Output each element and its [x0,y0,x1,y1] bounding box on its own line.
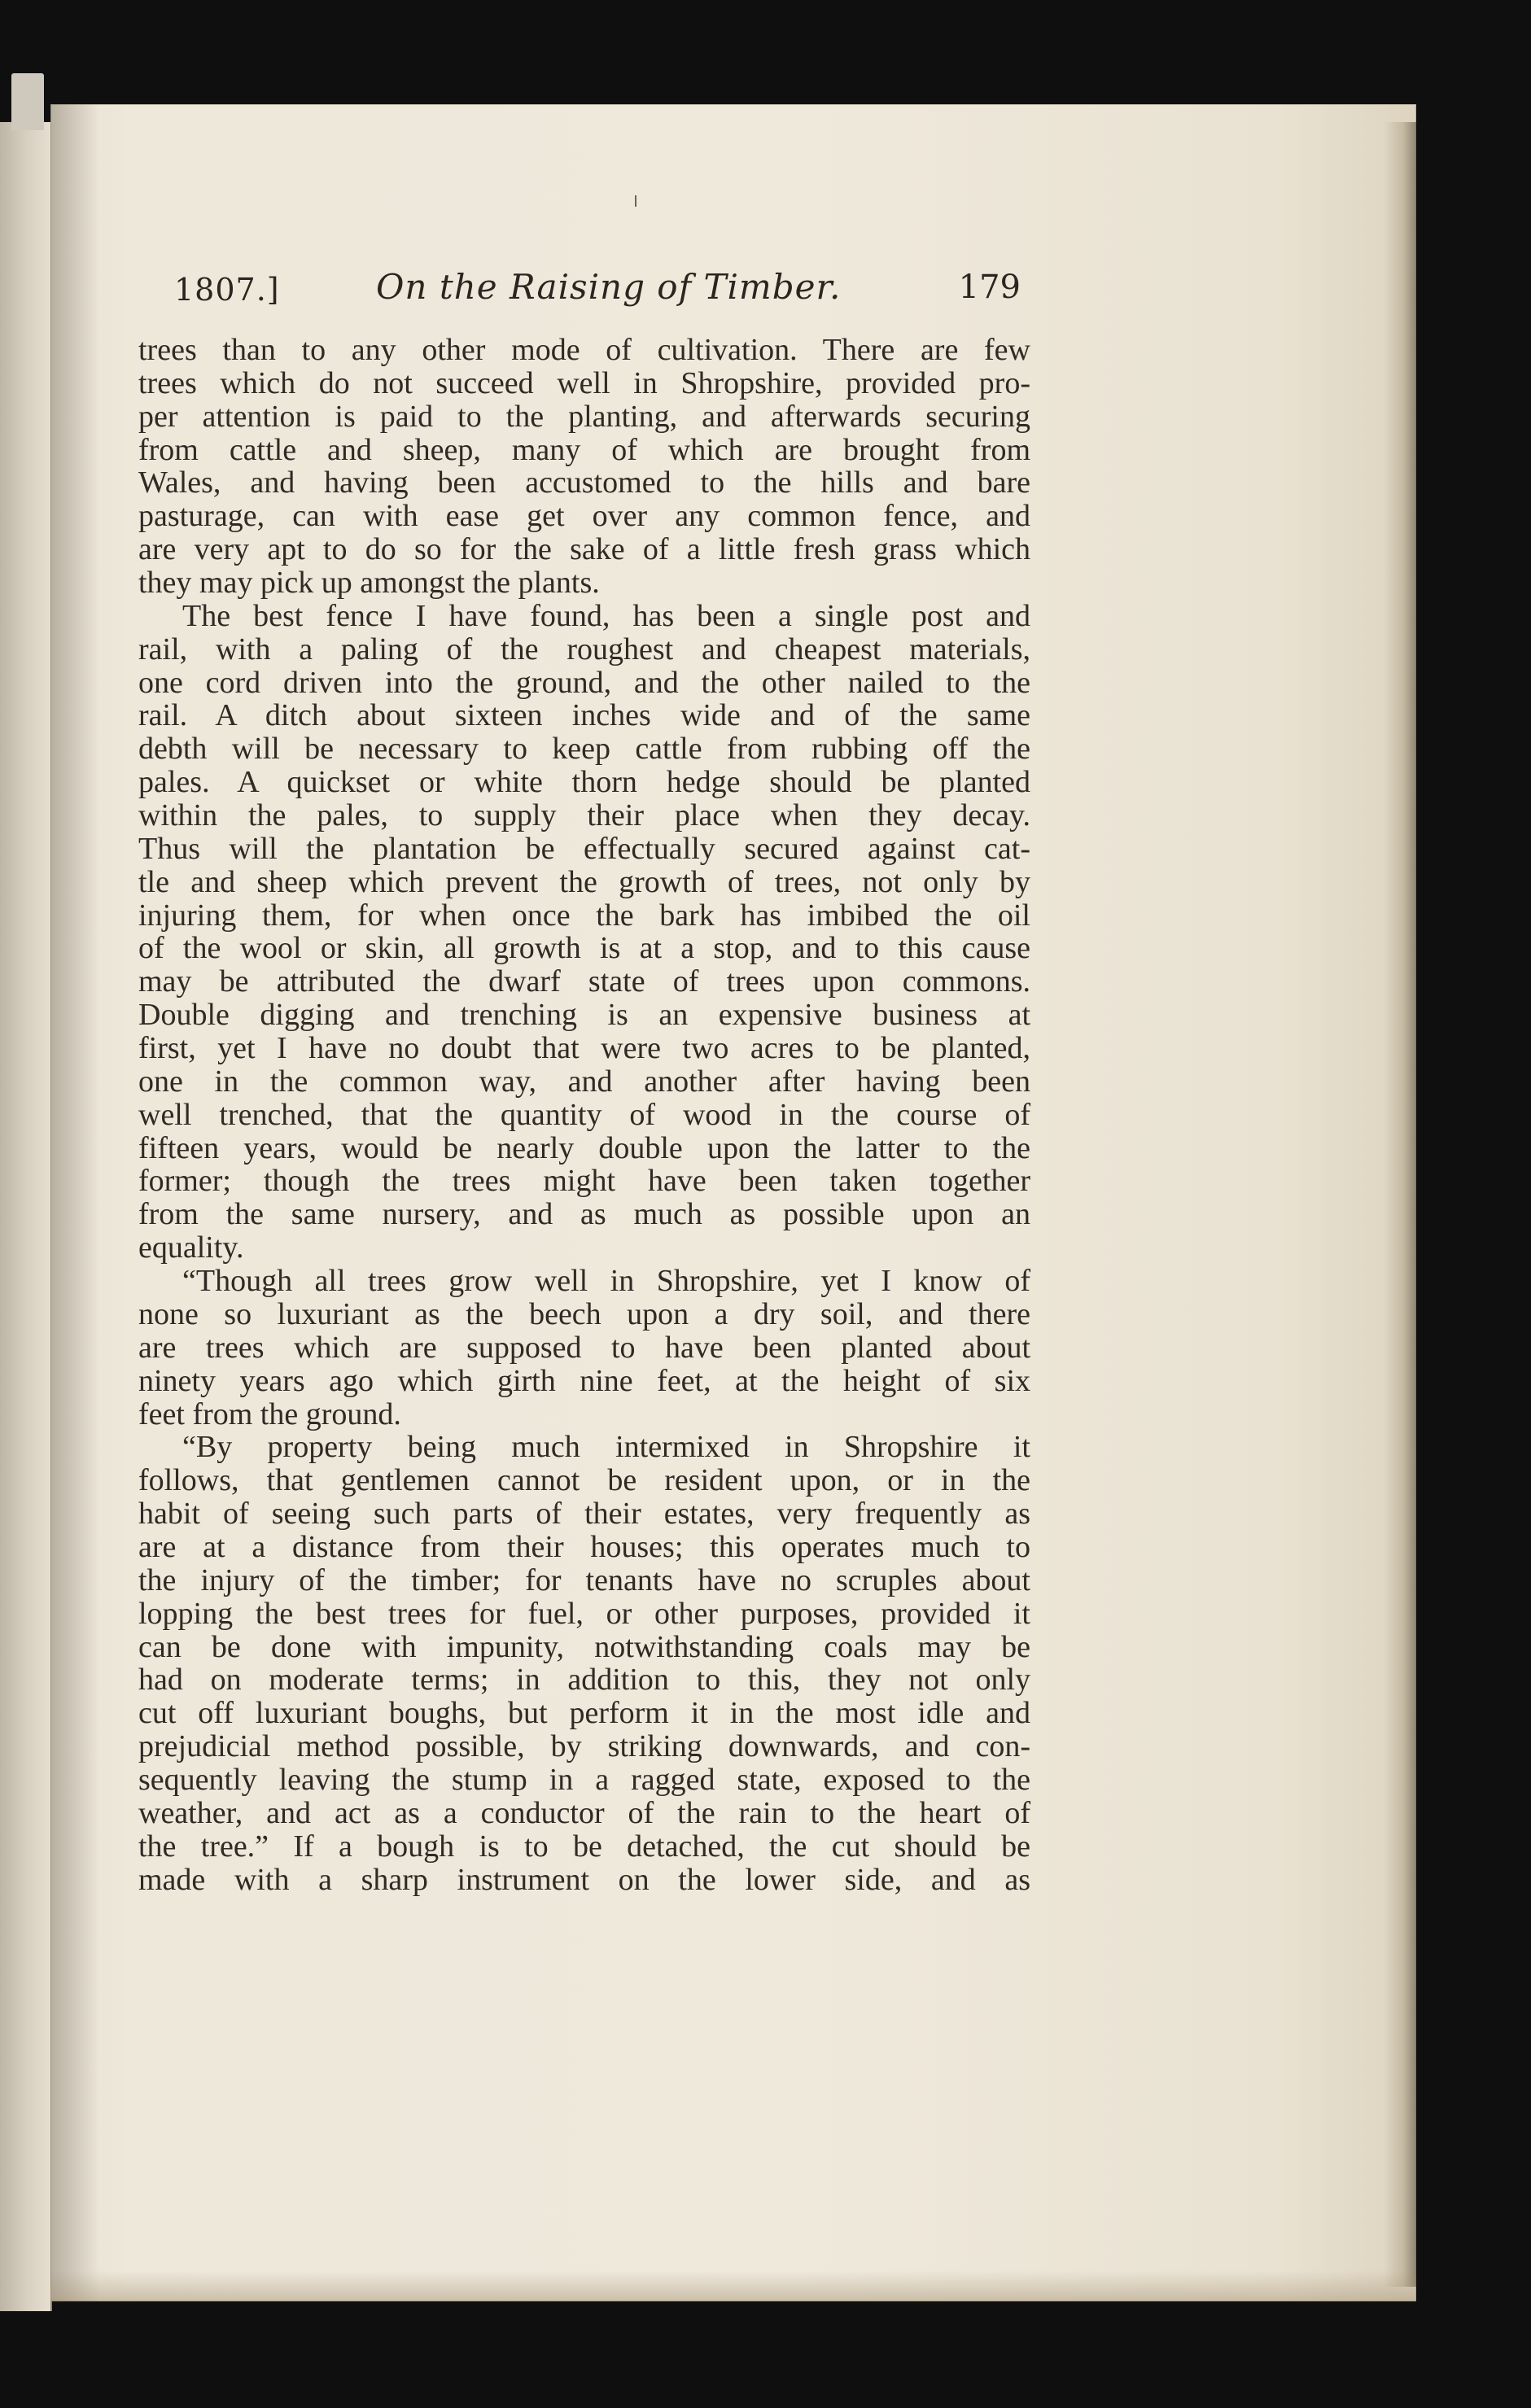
text-line: debth will be necessary to keep cattle from rubbing off the [138,732,1030,767]
text-line: pales. A quickset or white thorn hedge should be planted [138,765,1030,800]
page-number: 179 [958,269,1021,306]
text-line: are at a distance from their houses; this operates much to [138,1529,1030,1564]
text-line: cut off luxuriant boughs, but perform it in the most idle and [138,1696,1030,1731]
text-line: injuring them, for when once the bark has imbibed the oil [138,898,1030,933]
text-line: they may pick up amongst the plants. [138,566,600,601]
text-line: of the wool or skin, all growth is at a stop, and to this cause [138,931,1030,966]
body-text [138,334,1030,2287]
text-line: Thus will the plantation be effectually secured against cat- [138,831,1030,866]
text-line: per attention is paid to the planting, and afterwards securing [138,399,1030,434]
text-line: trees than to any other mode of cultivation. There are few [138,333,1030,367]
text-line: first, yet I have no doubt that were two acres to be planted, [138,1031,1030,1066]
facing-page-edge [0,122,52,2311]
header-year: 1807.] [174,272,280,308]
text-line: are trees which are supposed to have been planted about [138,1330,1030,1365]
text-line: former; though the trees might have been taken together [138,1164,1030,1199]
text-line: from the same nursery, and as much as possible upon an [138,1197,1030,1232]
text-line: none so luxuriant as the beech upon a dry soil, and there [138,1296,1030,1331]
text-line: well trenched, that the quantity of wood in the course of [138,1097,1030,1132]
text-line: may be attributed the dwarf state of trees upon commons. [138,964,1030,999]
text-line: fifteen years, would be nearly double upon the latter to the [138,1130,1030,1165]
text-line: ninety years ago which girth nine feet, at the height of six [138,1363,1030,1398]
text-line: Double digging and trenching is an expensive business at [138,998,1030,1033]
text-line: “Though all trees grow well in Shropshire, yet I know of [182,1264,1030,1299]
text-line: are very apt to do so for the sake of a little fresh grass which [138,532,1030,567]
text-line: follows, that gentlemen cannot be resident upon, or in the [138,1463,1030,1498]
text-line: The best fence I have found, has been a single post and [182,598,1030,633]
text-line: equality. [138,1230,244,1265]
text-line: rail, with a paling of the roughest and cheapest materials, [138,631,1030,666]
text-line: habit of seeing such parts of their estates, very frequently as [138,1497,1030,1532]
text-line: “By property being much intermixed in Shropshire it [182,1430,1030,1465]
binding-shadow [50,104,99,2301]
running-header [174,267,1021,316]
text-line: tle and sheep which prevent the growth of trees, not only by [138,864,1030,899]
text-line: the injury of the timber; for tenants have no scruples about [138,1562,1030,1597]
text-line: sequently leaving the stump in a ragged state, exposed to the [138,1762,1030,1797]
running-title: On the Raising of Timber. [376,267,842,307]
text-line: made with a sharp instrument on the lower side, and as [138,1862,1030,1897]
text-line: feet from the ground. [138,1396,401,1431]
text-line: Wales, and having been accustomed to the hills and bare [138,465,1030,500]
text-line: one cord driven into the ground, and the other nailed to the [138,665,1030,700]
text-line: had on moderate terms; in addition to this, they not only [138,1663,1030,1698]
page-right-edge [1384,122,1416,2287]
page-tab [11,73,44,130]
text-line: rail. A ditch about sixteen inches wide and of the same [138,698,1030,733]
text-line: from cattle and sheep, many of which are brought from [138,432,1030,467]
text-line: pasturage, can with ease get over any common fence, and [138,499,1030,534]
text-line: the tree.” If a bough is to be detached, the cut should be [138,1829,1030,1864]
text-line: lopping the best trees for fuel, or other purposes, provided it [138,1596,1030,1631]
text-line: weather, and act as a conductor of the rain to the heart of [138,1795,1030,1830]
page-mark [635,195,636,207]
text-line: one in the common way, and another after having been [138,1064,1030,1099]
text-line: prejudicial method possible, by striking downwards, and con- [138,1729,1030,1764]
text-line: can be done with impunity, notwithstanding coals may be [138,1629,1030,1664]
text-line: within the pales, to supply their place when they decay. [138,798,1030,833]
text-line: trees which do not succeed well in Shropshire, provided pro- [138,365,1030,400]
